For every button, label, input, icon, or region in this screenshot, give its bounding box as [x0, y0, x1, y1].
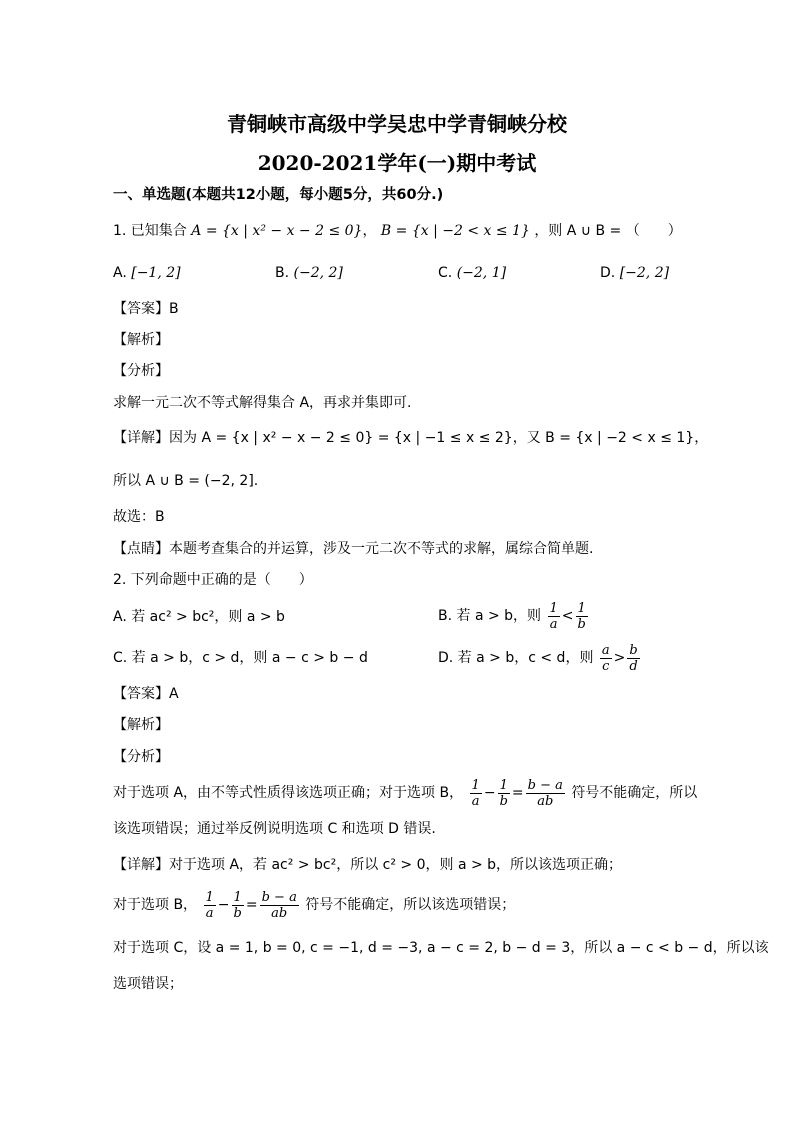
option-label: A.: [113, 265, 127, 281]
fraction-one-over-a: $\frac{1}{a}$: [549, 600, 558, 632]
question-1-analysis: 求解一元二次不等式解得集合 A，再求并集即可.: [113, 395, 412, 411]
question-2-detail-line-4: 选项错误；: [113, 976, 183, 992]
analysis-text-end: 符号不能确定，所以: [571, 785, 698, 801]
question-2-option-c: C. 若 a > b，c > d，则 a − c > b − d: [113, 650, 368, 666]
question-2-fenxi-heading: 【分析】: [113, 749, 169, 765]
fraction-one-over-b: $\frac{1}{b}$: [499, 777, 508, 809]
question-2-option-d: D. 若 a > b，c < d，则 $\frac{a}{c}$ > $\frac{b}{d}$: [438, 642, 638, 674]
question-2-option-b: B. 若 a > b，则 $\frac{1}{a}$ < $\frac{1}{b}$: [438, 600, 586, 632]
option-value: [−1, 2]: [131, 265, 181, 281]
question-2-analysis-line-1: 对于选项 A，由不等式性质得该选项正确；对于选项 B， $\frac{1}{a}$ − $\frac{1}{b}$ = $\frac{b - a}{ab}$ 符号不能确定，所以: [113, 777, 698, 809]
question-1-option-c: [438, 263, 506, 283]
question-1-answer: 【答案】B: [113, 301, 179, 317]
fraction-b-minus-a-over-ab: $\frac{b - a}{ab}$: [527, 777, 563, 809]
question-1-choose: 故选：B: [113, 509, 165, 525]
fraction-b-over-d: $\frac{b}{d}$: [629, 642, 638, 674]
question-2-detail-line-3: 对于选项 C，设 a = 1, b = 0, c = −1, d = −3, a − c = 2, b − d = 3，所以 a − c < b − d，所以该: [113, 940, 769, 956]
question-2-detail-line-2: 对于选项 B， $\frac{1}{a}$ − $\frac{1}{b}$ = $\frac{b - a}{ab}$ 符号不能确定，所以该选项错误；: [113, 889, 516, 921]
question-1-separator: ，: [362, 223, 377, 239]
detail-tag: 【详解】: [113, 857, 169, 873]
question-1-option-a: [113, 263, 181, 283]
option-label: D.: [600, 265, 616, 281]
fraction-one-over-a: $\frac{1}{a}$: [471, 777, 480, 809]
question-1-note: 【点睛】本题考查集合的并运算，涉及一元二次不等式的求解，属综合简单题.: [113, 541, 594, 557]
option-value: (−2, 2]: [293, 265, 343, 281]
document-title-school: 青铜峡市高级中学吴忠中学青铜峡分校: [227, 112, 567, 136]
question-2-option-a: A. 若 ac² > bc²，则 a > b: [113, 609, 285, 625]
question-1-fenxi-heading: 【分析】: [113, 363, 169, 379]
fraction-one-over-b: $\frac{1}{b}$: [233, 889, 242, 921]
detail-tag: 【详解】: [113, 430, 169, 446]
question-2-jiexi-heading: 【解析】: [113, 717, 169, 733]
question-1-option-b: [275, 263, 343, 283]
fraction-a-over-c: $\frac{a}{c}$: [601, 642, 610, 674]
question-1-stem: [113, 221, 682, 241]
option-b-text: B. 若 a > b，则: [438, 608, 542, 624]
fraction-one-over-b: $\frac{1}{b}$: [577, 600, 586, 632]
detail-text-end: 符号不能确定，所以该选项错误；: [305, 897, 516, 913]
question-1-set-b: B = {x | −2 < x ≤ 1}: [380, 223, 530, 239]
option-label: B.: [275, 265, 290, 281]
option-d-text: D. 若 a > b，c < d，则: [438, 650, 594, 666]
question-1-set-a: A = {x | x² − x − 2 ≤ 0}: [191, 223, 363, 239]
question-2-stem: 2. 下列命题中正确的是（ ）: [113, 572, 313, 588]
question-1-detail-line-2: 所以 A ∪ B = (−2, 2].: [113, 473, 259, 489]
question-2-answer: 【答案】A: [113, 686, 179, 702]
fraction-one-over-a: $\frac{1}{a}$: [205, 889, 214, 921]
question-1-prefix: 1. 已知集合: [113, 223, 187, 239]
section-heading-single-choice: 一、单选题(本题共12小题，每小题5分，共60分.): [113, 187, 444, 203]
option-label: C.: [438, 265, 453, 281]
question-2-analysis-line-2: 该选项错误；通过举反例说明选项 C 和选项 D 错误.: [113, 821, 436, 837]
question-1-detail-line-1: [113, 428, 708, 448]
question-1-ask: ，则 A ∪ B = （ ）: [534, 223, 682, 239]
detail-text: 对于选项 A，若 ac² > bc²，所以 c² > 0，则 a > b，所以该选项正确；: [169, 857, 623, 873]
question-1-jiexi-heading: 【解析】: [113, 332, 169, 348]
detail-text: 因为 A = {x | x² − x − 2 ≤ 0} = {x | −1 ≤ x ≤ 2}，又 B = {x | −2 < x ≤ 1}，: [169, 430, 709, 446]
fraction-b-minus-a-over-ab: $\frac{b - a}{ab}$: [261, 889, 297, 921]
question-1-option-d: [600, 263, 669, 283]
option-value: [−2, 2]: [619, 265, 670, 281]
option-value: (−2, 1]: [456, 265, 507, 281]
detail-text-start: 对于选项 B，: [113, 897, 198, 913]
document-title-exam: 2020-2021学年(一)期中考试: [257, 151, 537, 175]
question-2-detail-line-1: [113, 855, 622, 875]
analysis-text-start: 对于选项 A，由不等式性质得该选项正确；对于选项 B，: [113, 785, 464, 801]
